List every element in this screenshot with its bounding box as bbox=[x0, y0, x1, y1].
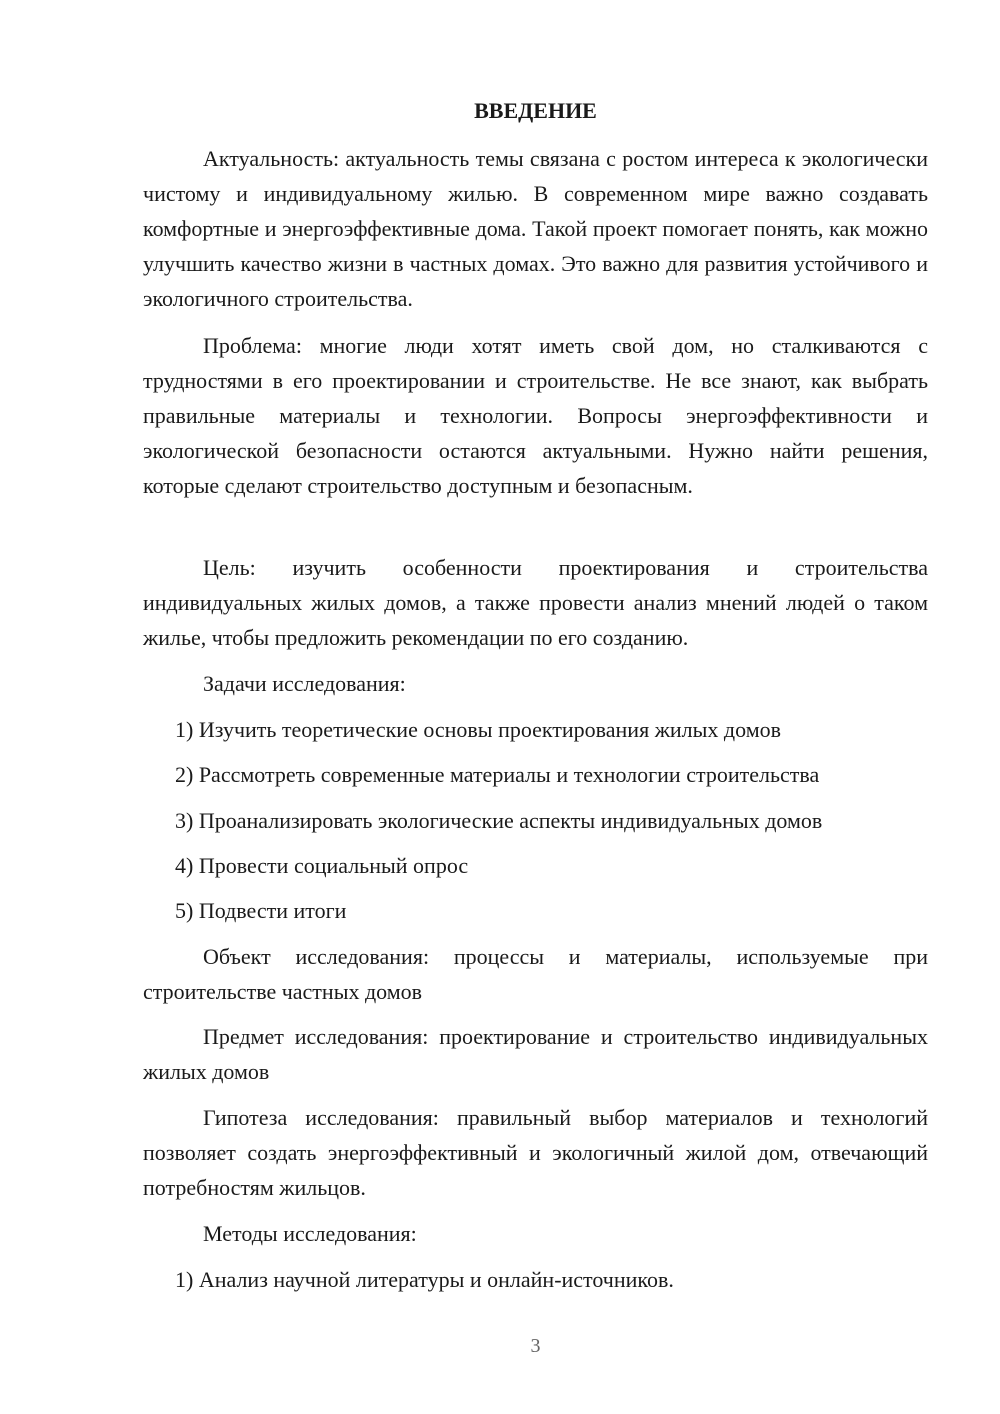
task-item: 4) Провести социальный опрос bbox=[175, 853, 469, 878]
task-item: 5) Подвести итоги bbox=[175, 898, 347, 923]
method-item: 1) Анализ научной литературы и онлайн-источников. bbox=[175, 1267, 674, 1292]
methods-label: Методы исследования: bbox=[203, 1221, 417, 1246]
section-heading: ВВЕДЕНИЕ bbox=[474, 98, 597, 123]
paragraph-hypothesis: Гипотеза исследования: правильный выбор материалов и технологий позволяет создать энергоэффективный и экологичный жилой дом, отвечающий потребностям жильцов. bbox=[143, 1105, 928, 1200]
page-number: 3 bbox=[530, 1335, 541, 1357]
task-item: 2) Рассмотреть современные материалы и технологии строительства bbox=[175, 762, 820, 787]
paragraph-problem: Проблема: многие люди хотят иметь свой дом, но сталкиваются с трудностями в его проектировании и строительстве. Не все знают, как выбрать правильные материалы и технологии. Вопросы энергоэффективности и экологической безопасности остаются актуальными. Нужно найти решения, которые сделают строительство доступным и безопасным. bbox=[143, 333, 928, 498]
paragraph-relevance: Актуальность: актуальность темы связана с ростом интереса к экологически чистому и индивидуальному жилью. В современном мире важно создавать комфортные и энергоэффективные дома. Такой проект помогает понять, как можно улучшить качество жизни в частных домах. Это важно для развития устойчивого и экологичного строительства. bbox=[143, 146, 928, 311]
document-page bbox=[143, 0, 928, 1414]
task-item: 1) Изучить теоретические основы проектирования жилых домов bbox=[175, 717, 782, 742]
paragraph-goal: Цель: изучить особенности проектирования и строительства индивидуальных жилых домов, а также провести анализ мнений людей о таком жилье, чтобы предложить рекомендации по его созданию. bbox=[143, 555, 928, 650]
task-item: 3) Проанализировать экологические аспекты индивидуальных домов bbox=[175, 808, 823, 833]
paragraph-subject: Предмет исследования: проектирование и строительство индивидуальных жилых домов bbox=[143, 1024, 928, 1084]
tasks-label: Задачи исследования: bbox=[203, 671, 406, 696]
paragraph-object: Объект исследования: процессы и материалы, используемые при строительстве частных домов bbox=[143, 944, 928, 1004]
